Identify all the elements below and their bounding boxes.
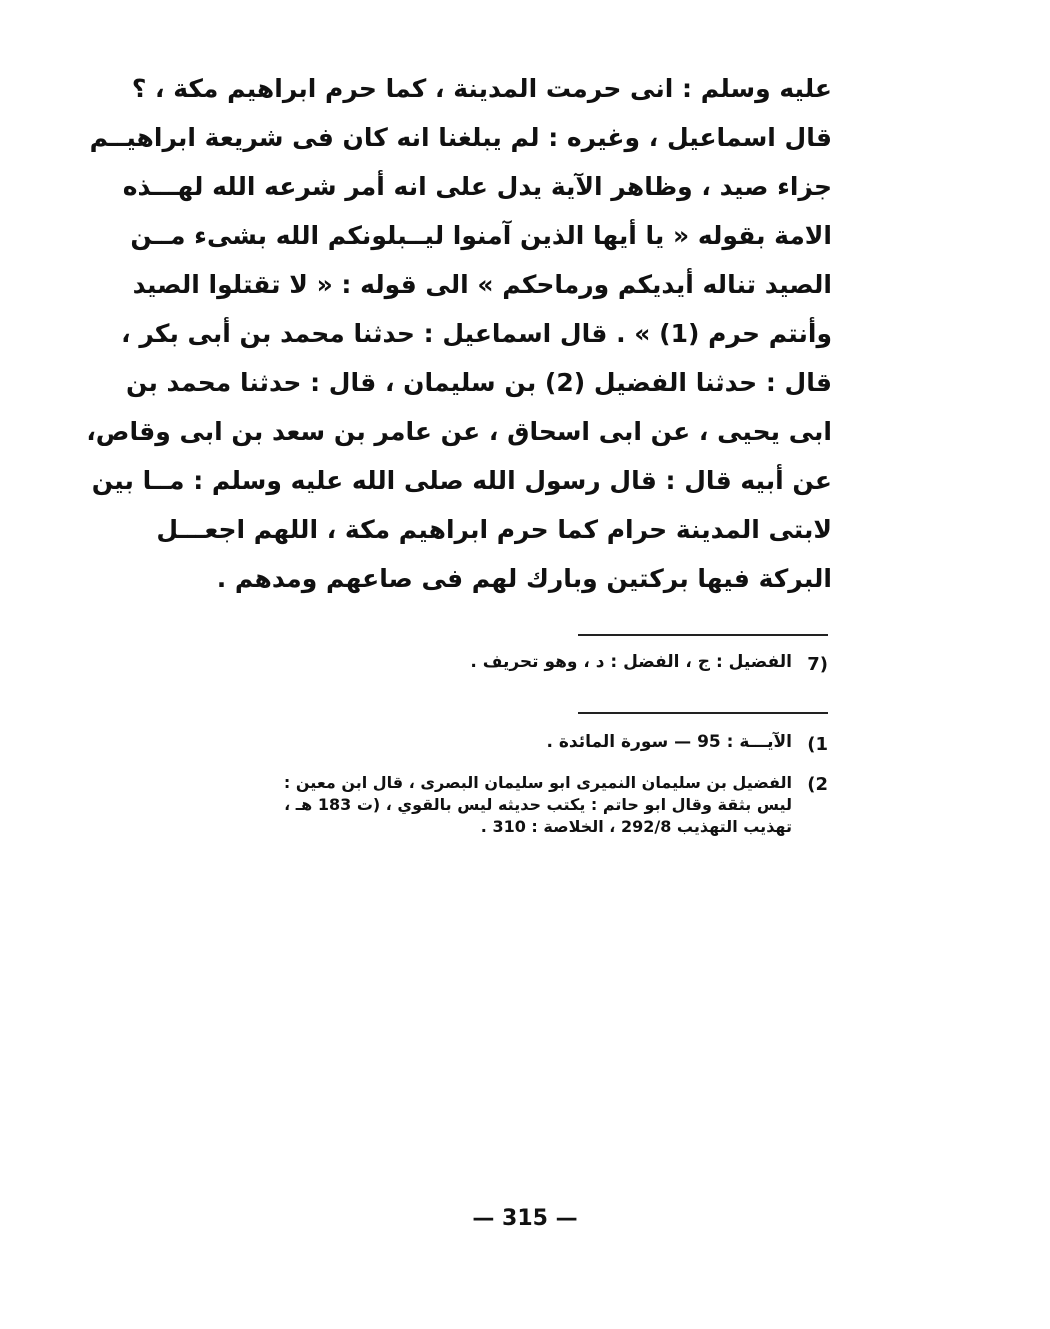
text-line-11: البركة فيها بركتين وبارك لهم فى صاعهم ومدهم . (216, 564, 832, 593)
text-line-7: قال : حدثنا الفضيل (2) بن سليمان ، قال : حدثنا محمد بن (125, 368, 832, 397)
footnote-2-line-2: ليس بثقة وقال ابو حاتم : يكتب حديثه ليس بالقوي ، (ت 183 هـ ، (284, 795, 792, 814)
text-line-2: قال اسماعيل ، وغيره : لم يبلغنا انه كان فى شريعة ابراهيــم (89, 123, 832, 152)
footnote-divider-top (578, 634, 828, 636)
text-line-5: الصيد تناله أيديكم ورماحكم » الى قوله : « لا تقتلوا الصيد (132, 270, 832, 299)
text-line-6: وأنتم حرم (1) » . قال اسماعيل : حدثنا محمد بن أبى بكر ، (121, 319, 832, 348)
text-line-4: الامة بقوله « يا أيها الذين آمنوا ليــبلونكم الله بشىء مــن (130, 221, 832, 250)
text-line-8: ابى يحيى ، عن ابى اسحاق ، عن عامر بن سعد بن ابى وقاص، (86, 417, 832, 446)
footnote-divider-bottom (578, 712, 828, 714)
variant-note-number: 7) (807, 654, 828, 675)
text-line-10: لابتى المدينة حرام كما حرم ابراهيم مكة ، اللهم اجعـــل (156, 515, 832, 544)
footnote-2 (162, 772, 792, 838)
footnote-2-line-3: تهذيب التهذيب 292/8 ، الخلاصة : 310 . (480, 817, 792, 836)
footnote-2-line-1: الفضيل بن سليمان النميرى ابو سليمان البصرى ، قال ابن معين : (283, 773, 792, 792)
footnote-2-number: (2 (807, 774, 828, 795)
main-text-block (86, 64, 832, 603)
footnote-1-text: الآيـــة : 95 — سورة المائدة . (546, 732, 792, 752)
footnote-1-number: (1 (807, 734, 828, 755)
text-line-3: جزاء صيد ، وظاهر الآية يدل على انه أمر شرعه الله لهـــذه (122, 172, 832, 201)
page-number: — 315 — (472, 1206, 578, 1231)
text-line-1: عليه وسلم : انى حرمت المدينة ، كما حرم ابراهيم مكة ، ؟ (131, 74, 832, 103)
variant-note-text: الفضيل : ج ، الفضل : د ، وهو تحريف . (470, 652, 792, 672)
text-line-9: عن أبيه قال : قال رسول الله صلى الله عليه وسلم : مــا بين (91, 466, 832, 495)
